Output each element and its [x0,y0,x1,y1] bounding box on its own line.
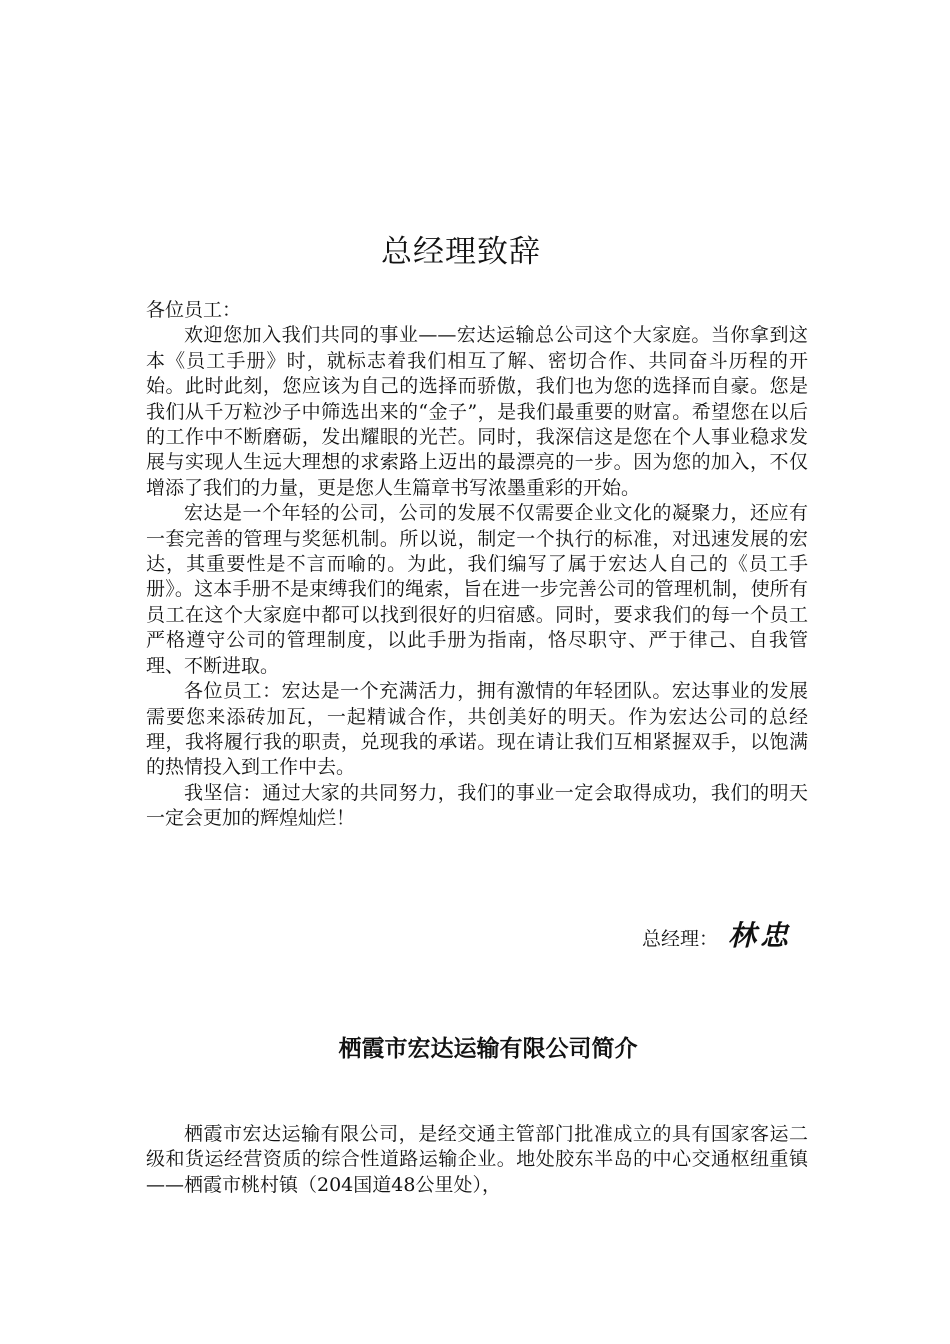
signature-label: 总经理： [641,928,718,950]
signature-block [642,914,792,954]
letter-paragraph: 我坚信：通过大家的共同努力，我们的事业一定会取得成功，我们的明天一定会更加的辉煌灿烂！ [146,781,808,830]
company-intro-title: 栖霞市宏达运输有限公司简介 [338,1036,638,1062]
letter-title: 总经理致辞 [381,234,541,270]
letter-salutation: 各位员工： [146,299,242,321]
company-intro-paragraph: 栖霞市宏达运输有限公司，是经交通主管部门批准成立的具有国家客运二级和货运经营资质的综合性道路运输企业。地处胶东半岛的中心交通枢纽重镇——栖霞市桃村镇（204国道48公里处）， [146,1123,808,1196]
company-intro-body [146,1122,808,1198]
signature-name: 林忠 [727,919,792,952]
letter-body [146,298,808,832]
letter-paragraph: 欢迎您加入我们共同的事业——宏达运输总公司这个大家庭。当你拿到这本《员工手册》时，就标志着我们相互了解、密切合作、共同奋斗历程的开始。此时此刻，您应该为自己的选择而骄傲，我们也为您的选择而自豪。您是我们从千万粒沙子中筛选出来的“金子”，是我们最重要的财富。希望您在以后的工作中不断磨砺，发出耀眼的光芒。同时，我深信这是您在个人事业稳求发展与实现人生远大理想的求索路上迈出的最漂亮的一步。因为您的加入，不仅增添了我们的力量，更是您人生篇章书写浓墨重彩的开始。 [146,324,808,499]
letter-paragraph: 宏达是一个年轻的公司，公司的发展不仅需要企业文化的凝聚力，还应有一套完善的管理与奖惩机制。所以说，制定一个执行的标准，对迅速发展的宏达，其重要性是不言而喻的。为此，我们编写了属于宏达人自己的《员工手册》。这本手册不是束缚我们的绳索，旨在进一步完善公司的管理机制，使所有员工在这个大家庭中都可以找到很好的归宿感。同时，要求我们的每一个员工严格遵守公司的管理制度，以此手册为指南，恪尽职守、严于律己、自我管理、不断进取。 [146,502,808,677]
letter-paragraph: 各位员工：宏达是一个充满活力，拥有激情的年轻团队。宏达事业的发展需要您来添砖加瓦，一起精诚合作，共创美好的明天。作为宏达公司的总经理，我将履行我的职责，兑现我的承诺。现在请让我们互相紧握双手，以饱满的热情投入到工作中去。 [146,680,808,779]
